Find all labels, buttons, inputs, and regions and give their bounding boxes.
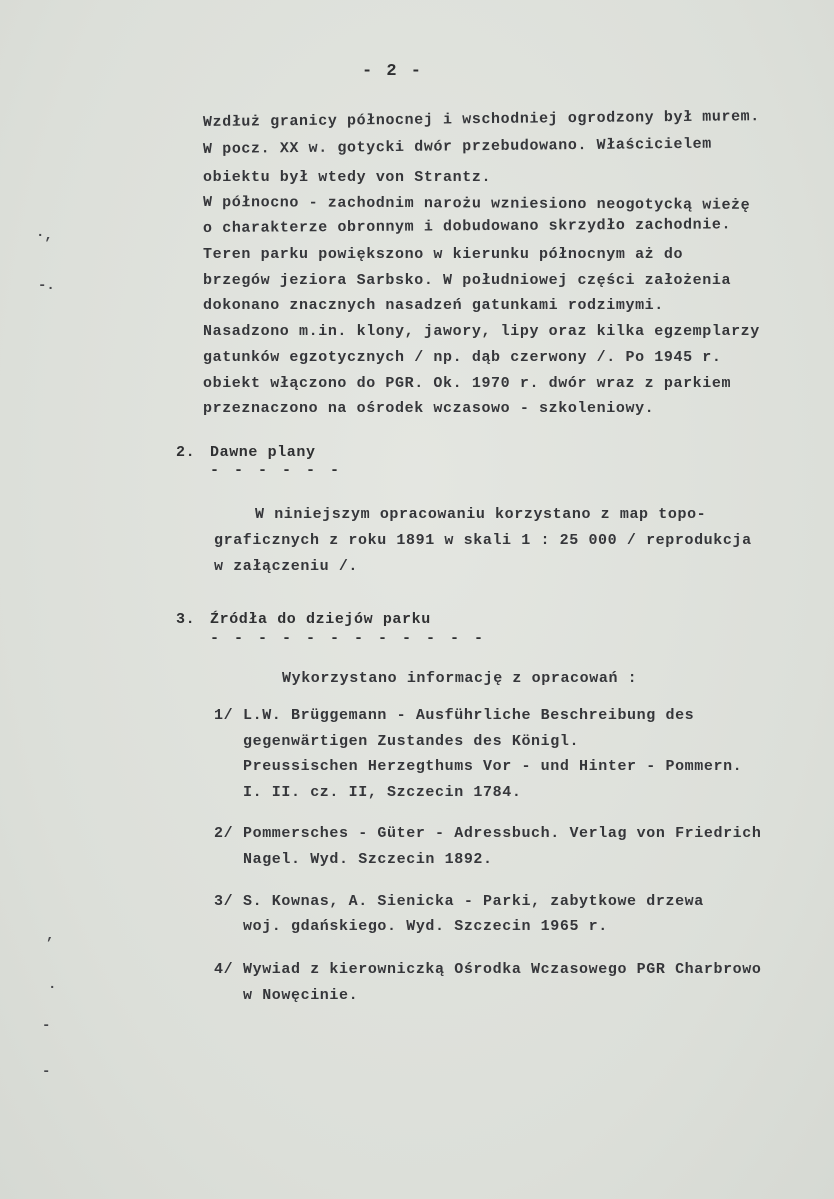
intro-line: dokonano znacznych nasadzeń gatunkami rodzimymi. <box>203 297 664 314</box>
section-3-title: Źródła do dziejów parku <box>210 611 431 628</box>
source-line: w Nowęcinie. <box>243 987 359 1004</box>
margin-mark: -. <box>38 278 55 294</box>
source-number: 2/ <box>214 825 234 842</box>
source-number: 3/ <box>214 893 234 910</box>
intro-line: Teren parku powiększono w kierunku północnym aż do <box>203 246 684 263</box>
section-2-underline: - - - - - - <box>210 462 343 479</box>
source-line: L.W. Brüggemann - Ausführliche Beschreibung des <box>243 707 695 724</box>
source-number: 1/ <box>214 707 234 724</box>
source-line: S. Kownas, A. Sienicka - Parki, zabytkowe drzewa <box>243 893 704 910</box>
source-line: Wywiad z kierowniczką Ośrodka Wczasowego PGR Charbrowo <box>243 961 762 978</box>
section-2-number: 2. <box>176 444 196 461</box>
source-line: Pommersches - Güter - Adressbuch. Verlag von Friedrich <box>243 825 762 842</box>
section-2-line: w załączeniu /. <box>214 558 359 575</box>
intro-line: W północno - zachodnim narożu wzniesiono neogotycką wieżę <box>202 194 751 214</box>
source-line: gegenwärtigen Zustandes des Königl. <box>243 733 580 750</box>
intro-line: W pocz. XX w. gotycki dwór przebudowano. Właścicielem <box>202 135 712 158</box>
intro-line: o charakterze obronnym i dobudowano skrzydło zachodnie. <box>202 216 732 237</box>
section-3-intro: Wykorzystano informację z opracowań : <box>282 670 638 687</box>
intro-line: gatunków egzotycznych / np. dąb czerwony /. Po 1945 r. <box>203 349 722 366</box>
section-2-line: graficznych z roku 1891 w skali 1 : 25 000 / reprodukcja <box>214 532 752 549</box>
margin-mark: - <box>42 1018 51 1034</box>
margin-mark: , <box>46 928 55 944</box>
source-line: Nagel. Wyd. Szczecin 1892. <box>243 851 493 868</box>
source-line: woj. gdańskiego. Wyd. Szczecin 1965 r. <box>243 918 608 935</box>
intro-line: Wzdłuż granicy północnej i wschodniej ogrodzony był murem. <box>202 108 760 131</box>
intro-line: obiektu był wtedy von Strantz. <box>203 169 492 186</box>
intro-line: przeznaczono na ośrodek wczasowo - szkoleniowy. <box>203 400 655 417</box>
section-3-number: 3. <box>176 611 196 628</box>
section-2-title: Dawne plany <box>210 444 316 461</box>
intro-line: obiekt włączono do PGR. Ok. 1970 r. dwór wraz z parkiem <box>203 375 732 392</box>
margin-mark: · <box>48 980 57 996</box>
intro-line: Nasadzono m.in. klony, jawory, lipy oraz kilka egzemplarzy <box>203 323 760 340</box>
section-2-line: W niniejszym opracowaniu korzystano z map topo- <box>255 506 707 523</box>
margin-mark: ·, <box>36 228 53 244</box>
source-line: I. II. cz. II, Szczecin 1784. <box>243 784 522 801</box>
intro-line: brzegów jeziora Sarbsko. W południowej części założenia <box>203 272 732 289</box>
page-number: - 2 - <box>362 62 424 81</box>
margin-mark: - <box>42 1064 51 1080</box>
source-line: Preussischen Herzegthums Vor - und Hinter - Pommern. <box>243 758 743 775</box>
section-3-underline: - - - - - - - - - - - - <box>210 630 487 647</box>
source-number: 4/ <box>214 961 234 978</box>
